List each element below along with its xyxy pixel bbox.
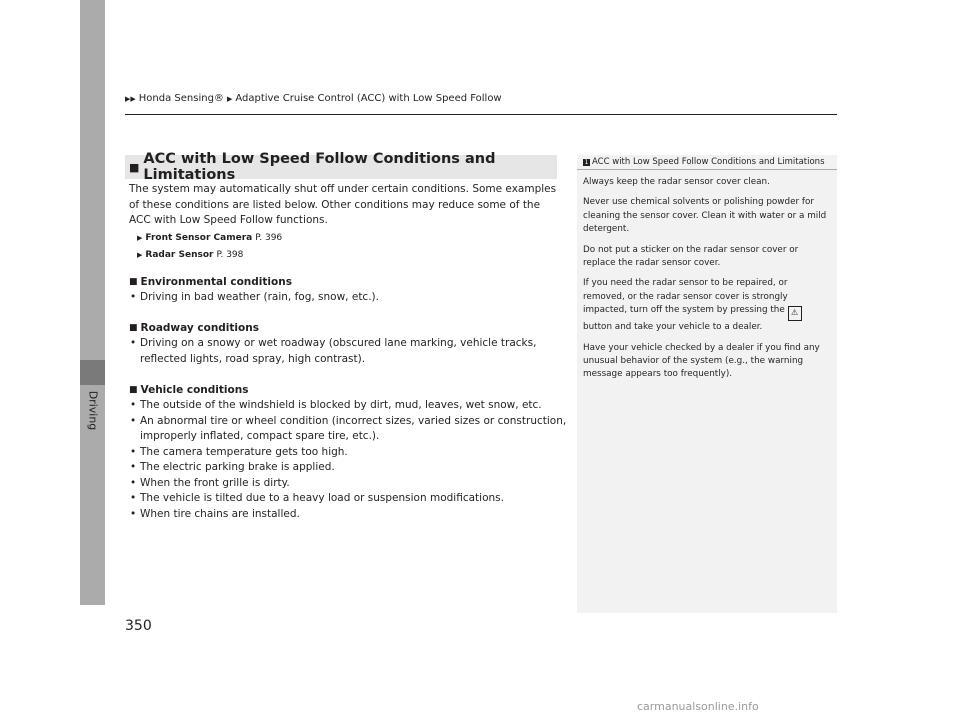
- side-note-rule: [577, 169, 837, 170]
- bullet-icon: •: [130, 507, 137, 520]
- breadcrumb-arrow-icon: ▶▶: [125, 94, 136, 103]
- condition-group-vehicle: [129, 383, 569, 522]
- cross-references: [137, 230, 282, 264]
- sidebar-tab: [84, 390, 102, 430]
- list-item: • The outside of the windshield is blocked by dirt, mud, leaves, wet snow, etc.: [129, 398, 569, 414]
- sidebar-tab-label: Driving: [86, 390, 100, 430]
- note-number-badge: 1: [584, 158, 589, 166]
- condition-heading: ■ Environmental conditions: [129, 276, 292, 288]
- list-item: • The vehicle is tilted due to a heavy load or suspension modifications.: [129, 491, 569, 507]
- reference-label: Radar Sensor: [145, 250, 214, 260]
- list-item: • When tire chains are installed.: [129, 507, 569, 523]
- side-note-paragraph: Never use chemical solvents or polishing powder for cleaning the sensor cover. Clean it with water or a mild detergent.: [583, 197, 827, 235]
- side-note-paragraph: Do not put a sticker on the radar sensor cover or replace the radar sensor cover.: [583, 244, 799, 269]
- breadcrumb: [125, 93, 502, 104]
- section-heading: [125, 151, 557, 183]
- reference-arrow-icon: ▶: [137, 234, 143, 242]
- breadcrumb-item: Adaptive Cruise Control (ACC) with Low Speed Follow: [235, 93, 502, 104]
- cross-reference[interactable]: [137, 247, 282, 264]
- bullet-icon: •: [130, 476, 137, 489]
- sidebar-strip: [80, 0, 105, 605]
- square-bullet-icon: ■: [129, 323, 138, 333]
- watermark: carmanualsonline.info: [637, 700, 759, 713]
- side-note-title: ACC with Low Speed Follow Conditions and Limitations: [592, 157, 825, 167]
- bullet-icon: •: [130, 445, 137, 458]
- condition-heading: ■ Vehicle conditions: [129, 384, 249, 396]
- breadcrumb-item: Honda Sensing®: [138, 93, 224, 104]
- list-item: • The electric parking brake is applied.: [129, 460, 569, 476]
- square-bullet-icon: ■: [129, 385, 138, 395]
- reference-page: P. 398: [216, 250, 244, 260]
- square-bullet-icon: ■: [129, 160, 140, 174]
- bullet-icon: •: [130, 291, 137, 303]
- side-note-body: [583, 176, 831, 389]
- cross-reference[interactable]: [137, 230, 282, 247]
- square-bullet-icon: ■: [129, 277, 138, 287]
- sidebar-marker: [80, 360, 105, 385]
- page-number: 350: [125, 618, 152, 634]
- bullet-icon: •: [130, 399, 137, 411]
- condition-group-roadway: [129, 321, 569, 367]
- bullet-icon: •: [130, 414, 137, 427]
- bullet-icon: •: [130, 337, 137, 349]
- section-title: ACC with Low Speed Follow Conditions and Limitations: [143, 151, 496, 183]
- radar-button-icon: ⚠: [788, 306, 802, 321]
- list-item: • When the front grille is dirty.: [129, 476, 569, 492]
- side-note-paragraph: If you need the radar sensor to be repaired, or removed, or the radar sensor cover is strongly impacted, turn off the system by pressing the ⚠: [583, 277, 831, 321]
- side-note-paragraph: button and take your vehicle to a dealer.: [583, 322, 763, 333]
- reference-page: P. 396: [255, 233, 283, 243]
- bullet-icon: •: [130, 461, 137, 473]
- breadcrumb-arrow-icon: ▶: [226, 94, 233, 103]
- list-item: • Driving on a snowy or wet roadway (obscured lane marking, vehicle tracks, reflected lights, road spray, high contrast).: [130, 337, 537, 365]
- header-rule: [125, 114, 837, 115]
- condition-heading: ■ Roadway conditions: [129, 322, 259, 334]
- list-item: • An abnormal tire or wheel condition (incorrect sizes, varied sizes or construction, improperly inflated, compact spare tire, etc.).: [130, 414, 567, 442]
- bullet-icon: •: [130, 492, 137, 504]
- condition-group-environmental: [129, 275, 569, 306]
- side-note-paragraph: Always keep the radar sensor cover clean.: [583, 177, 770, 187]
- list-item: • Driving in bad weather (rain, fog, snow, etc.).: [129, 290, 569, 306]
- side-note-heading: [583, 157, 825, 167]
- reference-arrow-icon: ▶: [137, 251, 143, 259]
- list-item: • The camera temperature gets too high.: [129, 445, 569, 461]
- side-note-paragraph: Have your vehicle checked by a dealer if you find any unusual behavior of the system (e.g., the warning message appears too frequently).: [583, 342, 820, 380]
- intro-paragraph: The system may automatically shut off under certain conditions. Some examples of these conditions are listed below. Other conditions may reduce some of the ACC with Low Speed Follow functions.: [129, 183, 557, 226]
- reference-label: Front Sensor Camera: [145, 233, 253, 243]
